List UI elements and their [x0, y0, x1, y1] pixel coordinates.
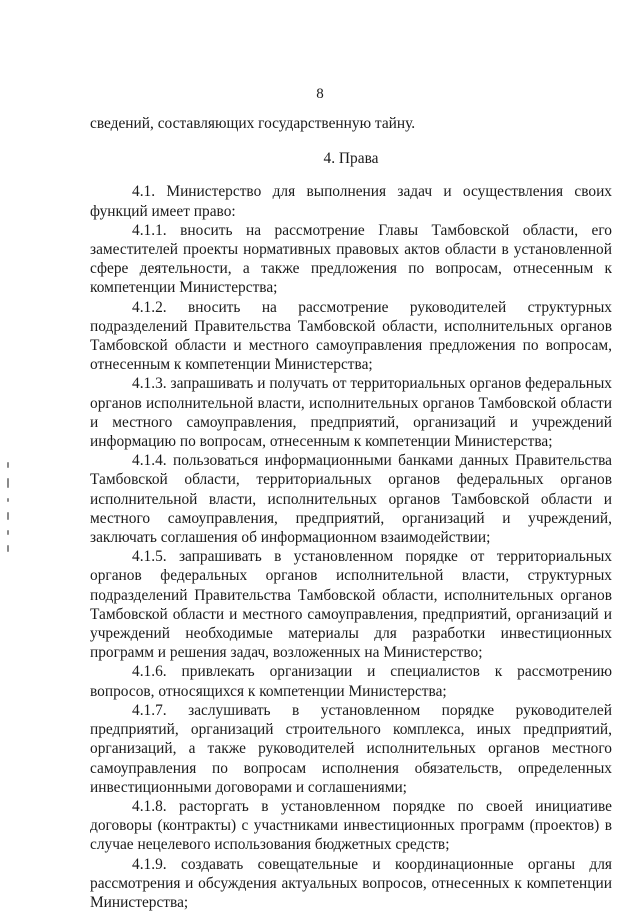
section-heading: 4. Права: [323, 150, 379, 168]
margin-scan-mark: [3, 462, 13, 552]
document-body: [90, 114, 612, 912]
clause-4-1-4: 4.1.4. пользоваться информационными банками данных Правительства Тамбовской области, территориальных органов федеральных органов исполнительной власти, исполнительных органов Тамбовской области и местного самоуправления, предприятий, организаций и учреждений, заключать соглашения об информационном взаимодействии;: [90, 452, 612, 547]
clause-4-1-2: 4.1.2. вносить на рассмотрение руководителей структурных подразделений Правительства Тамбовской области, исполнительных органов Тамбовской области и местного самоуправления предложения по вопросам, отнесенным к компетенции Министерства;: [90, 298, 612, 374]
clause-4-1-5: 4.1.5. запрашивать в установленном порядке от территориальных органов федеральных органов исполнительной власти, структурных подразделений Правительства Тамбовской области, исполнительных органов Тамбовской области и местного самоуправления, предприятий, организаций и учреждений необходимые материалы для разработки инвестиционных программ и решения задач, возложенных на Министерство;: [90, 548, 612, 662]
page-number: 8: [316, 86, 324, 102]
clause-4-1: 4.1. Министерство для выполнения задач и осуществления своих функций имеет право:: [90, 183, 612, 220]
clause-4-1-3: 4.1.3. запрашивать и получать от территориальных органов федеральных органов исполнительной власти, исполнительных органов Тамбовской области и местного самоуправления, предприятий, организаций и учреждений информацию по вопросам, отнесенным к компетенции Министерства;: [90, 375, 612, 451]
clause-4-1-9: 4.1.9. создавать совещательные и координационные органы для рассмотрения и обсуждения актуальных вопросов, отнесенных к компетенции Министерства;: [90, 855, 612, 911]
clause-4-1-1: 4.1.1. вносить на рассмотрение Главы Тамбовской области, его заместителей проекты нормативных правовых актов области в установленной сфере деятельности, а также предложения по вопросам, отнесенным к компетенции Министерства;: [90, 221, 612, 297]
paragraph-continuation: сведений, составляющих государственную тайну.: [90, 115, 416, 132]
clause-4-1-8: 4.1.8. расторгать в установленном порядке по своей инициативе договоры (контракты) с участниками инвестиционных программ (проектов) в случае нецелевого использования бюджетных средств;: [90, 797, 612, 854]
clause-4-1-6: 4.1.6. привлекать организации и специалистов к рассмотрению вопросов, относящихся к компетенции Министерства;: [90, 663, 612, 700]
clause-4-1-7: 4.1.7. заслушивать в установленном порядке руководителей предприятий, организаций строительного комплекса, иных предприятий, организаций, а также руководителей исполнительных органов местного самоуправления по вопросам исполнения обязательств, определенных инвестиционными договорами и соглашениями;: [90, 701, 612, 796]
